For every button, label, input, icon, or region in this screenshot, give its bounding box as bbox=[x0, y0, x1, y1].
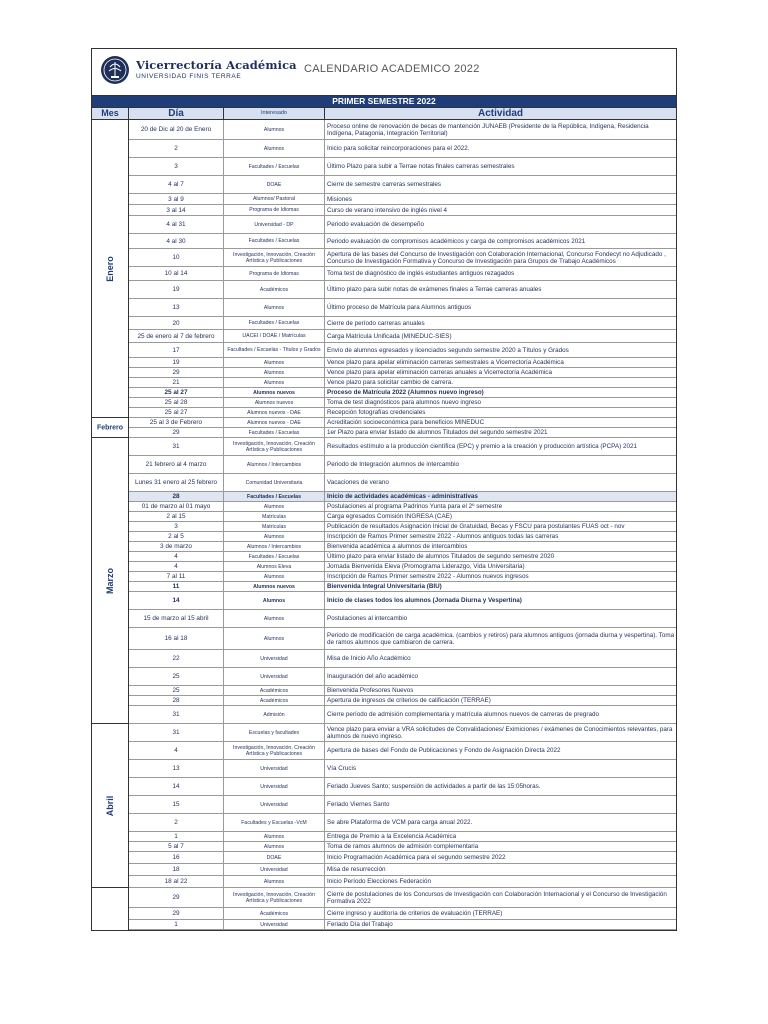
month-cell-next bbox=[92, 888, 128, 930]
university-seal-icon bbox=[100, 55, 130, 85]
day-cell: 15 de marzo al 15 abril bbox=[129, 610, 224, 627]
audience-cell: Alumnos bbox=[224, 876, 325, 887]
table-row bbox=[129, 532, 676, 542]
month-label: Abril bbox=[105, 795, 115, 816]
table-row bbox=[129, 592, 676, 610]
audience-cell: Alumnos bbox=[224, 832, 325, 841]
table-row bbox=[129, 842, 676, 852]
day-cell: 29 bbox=[129, 908, 224, 919]
audience-cell: Alumnos bbox=[224, 358, 325, 367]
activity-cell: Toma test de diagnóstico de inglés estudiantes antiguos rezagados bbox=[327, 270, 515, 277]
day-cell: 20 de Dic al 20 de Enero bbox=[129, 120, 224, 139]
table-row bbox=[129, 194, 676, 205]
day-cell: 5 al 7 bbox=[129, 842, 224, 851]
audience-cell: Universidad bbox=[224, 796, 325, 813]
table-row bbox=[129, 456, 676, 474]
table-row bbox=[129, 610, 676, 628]
brand-name: Vicerrectoría Académica bbox=[136, 58, 297, 72]
audience-cell: DOAE bbox=[224, 852, 325, 863]
activity-cell: Envío de alumnos egresados y licenciados segundo semestre 2020 a Títulos y Grados bbox=[327, 346, 569, 354]
activity-cell: Cierre de período carreras anuales bbox=[327, 319, 425, 327]
table-row bbox=[129, 267, 676, 281]
activity-cell: Periodo evaluación de compromisos académicos y carga de compromisos académicos 2021 bbox=[327, 237, 586, 245]
audience-cell: Alumnos bbox=[224, 502, 325, 511]
audience-cell: Alumnos / Intercambios bbox=[224, 456, 325, 473]
table-row bbox=[129, 628, 676, 650]
calendar-rows bbox=[129, 120, 676, 930]
table-row bbox=[129, 686, 676, 696]
audience-cell: Alumnos Eleva bbox=[224, 562, 325, 571]
day-cell: 28 bbox=[129, 696, 224, 705]
day-cell: 18 al 22 bbox=[129, 876, 224, 887]
activity-cell: Vacaciones de verano bbox=[327, 479, 389, 486]
day-cell: 3 al 14 bbox=[129, 205, 224, 215]
audience-cell: Alumnos bbox=[224, 368, 325, 377]
day-cell: 25 de enero al 7 de febrero bbox=[129, 330, 224, 342]
day-cell: 29 bbox=[129, 888, 224, 907]
activity-cell: 1er Plazo para enviar listado de alumnos Titulados del segundo semestre 2021 bbox=[327, 429, 548, 436]
audience-cell: Facultades / Escuelas bbox=[224, 492, 325, 501]
day-cell: 21 febrero al 4 marzo bbox=[129, 456, 224, 473]
activity-cell: Carga Matrícula Unificada (MINEDUC-SIES) bbox=[327, 332, 452, 340]
activity-cell: Cierre de semestre carreras semestrales bbox=[327, 181, 442, 188]
table-row bbox=[129, 832, 676, 842]
column-interesado: Interesado bbox=[224, 108, 325, 119]
activity-cell: Inicio Período Elecciones Federación bbox=[327, 878, 431, 885]
day-cell: Lunes 31 enero al 25 febrero bbox=[129, 474, 224, 491]
activity-cell: Proceso de Matrícula 2022 (Alumnos nuevo ingreso) bbox=[327, 389, 484, 396]
activity-cell: Toma de ramos alumnos de admisión complementaria bbox=[327, 843, 479, 850]
audience-cell: Alumnos bbox=[224, 140, 325, 157]
audience-cell: Alumnos bbox=[224, 572, 325, 581]
audience-cell: Alumnos bbox=[224, 299, 325, 316]
table-row bbox=[129, 330, 676, 343]
audience-cell: Alumnos bbox=[224, 378, 325, 387]
table-row bbox=[129, 281, 676, 299]
month-cell bbox=[92, 438, 128, 724]
audience-cell: Investigación, Innovación, Creación Artística y Publicaciones bbox=[224, 438, 325, 455]
day-cell: 7 al 11 bbox=[129, 572, 224, 581]
audience-cell: Investigación, Innovación, Creación Artística y Publicaciones bbox=[224, 742, 325, 759]
table-row bbox=[129, 696, 676, 706]
day-cell: 2 bbox=[129, 140, 224, 157]
audience-cell: Alumnos bbox=[224, 532, 325, 541]
audience-cell: UACEI / DOAE / Matrículas bbox=[224, 330, 325, 342]
activity-cell: Periodo evaluación de desempeño bbox=[327, 221, 424, 228]
table-row bbox=[129, 908, 676, 920]
audience-cell: Facultades y Escuelas -VcM bbox=[224, 814, 325, 831]
activity-cell: Bienvenida académica a alumnos de intercambios bbox=[327, 543, 468, 550]
audience-cell: Académicos bbox=[224, 686, 325, 695]
activity-cell: Resultados estímulo a la producción científica (EPC) y premio a la creación y producción artística (PCPA) 2021 bbox=[327, 443, 637, 450]
activity-cell: Bienvenida Integral Universitaria (BIU) bbox=[327, 583, 442, 590]
audience-cell: Alumnos nuevos bbox=[224, 388, 325, 397]
day-cell: 16 al 18 bbox=[129, 628, 224, 649]
brand bbox=[136, 58, 297, 80]
table-row bbox=[129, 562, 676, 572]
activity-cell: Inscripción de Ramos Primer semestre 2022 - Alumnos antiguos todas las carreras bbox=[327, 533, 559, 540]
table-row bbox=[129, 158, 676, 176]
day-cell: 17 bbox=[129, 343, 224, 357]
day-cell: 3 bbox=[129, 158, 224, 175]
activity-cell: Toma de test diagnósticos para alumnos nuevo ingreso bbox=[327, 399, 482, 406]
audience-cell: Investigación, Innovación, Creación Artística y Publicaciones bbox=[224, 888, 325, 907]
table-row bbox=[129, 668, 676, 686]
activity-cell: Apertura de bases del Fondo de Publicaciones y Fondo de Asignación Directa 2022 bbox=[327, 747, 561, 754]
audience-cell: Facultades / Escuelas bbox=[224, 552, 325, 561]
table-row bbox=[129, 299, 676, 317]
audience-cell: Alumnos nuevos bbox=[224, 398, 325, 407]
table-row bbox=[129, 760, 676, 778]
audience-cell: Matrículas bbox=[224, 512, 325, 521]
table-row bbox=[129, 650, 676, 668]
activity-cell: Vence plazo para apelar eliminación carreras semestrales a Vicerrectoría Académica bbox=[327, 359, 564, 366]
activity-cell: Inicio de clases todos los alumnos (Jornada Diurna y Vespertina) bbox=[327, 597, 522, 604]
table-row bbox=[129, 343, 676, 358]
activity-cell: Jornada Bienvenida Eleva (Promograma Liderazgo, Vida Universitaria) bbox=[327, 563, 525, 570]
table-row bbox=[129, 176, 676, 194]
day-cell: 16 bbox=[129, 852, 224, 863]
activity-cell: Periodo de Integración alumnos de intercambio bbox=[327, 461, 459, 468]
day-cell: 13 bbox=[129, 299, 224, 316]
activity-cell: Vence plazo para enviar a VRA solicitudes de Convalidaciones/ Eximiciones / exámenes de Conocimientos relevantes, para alumnos de nuevo ingreso. bbox=[327, 725, 673, 740]
column-dia: Día bbox=[129, 108, 224, 119]
activity-cell: Inicio de actividades académicas - administrativas bbox=[327, 493, 478, 500]
day-cell: 3 al 9 bbox=[129, 194, 224, 204]
activity-cell: Inscripción de Ramos Primer semestre 2022 - Alumnos nuevos ingresos bbox=[327, 573, 529, 580]
audience-cell: Alumnos nuevos - DAE bbox=[224, 408, 325, 417]
activity-cell: Misa de resurrección bbox=[327, 866, 386, 873]
table-row bbox=[129, 234, 676, 249]
table-row bbox=[129, 582, 676, 592]
activity-cell: Inauguración del año académico bbox=[327, 673, 419, 680]
table-row bbox=[129, 438, 676, 456]
audience-cell: Alumnos bbox=[224, 842, 325, 851]
activity-cell: Curso de verano intensivo de inglés nivel 4 bbox=[327, 206, 448, 214]
activity-cell: Último plazo para subir notas de exámenes finales a Terrae carreras anuales bbox=[327, 286, 542, 293]
audience-cell: Facultades / Escuelas bbox=[224, 317, 325, 329]
month-label: Febrero bbox=[96, 424, 124, 431]
month-cell bbox=[92, 418, 128, 438]
day-cell: 3 de marzo bbox=[129, 542, 224, 551]
activity-cell: Recepción fotografías credenciales bbox=[327, 409, 426, 416]
table-row bbox=[129, 378, 676, 388]
month-label: Marzo bbox=[105, 567, 115, 594]
table-row bbox=[129, 408, 676, 418]
table-row bbox=[129, 920, 676, 930]
activity-cell: Cierre de postulaciones de los Concursos de Investigación con Colaboración Internacional y el Concurso de Investigación Formativa 2022 bbox=[327, 890, 667, 905]
activity-cell: Vence plazo para apelar eliminación carreras anuales a Vicerrectoría Académica bbox=[327, 369, 552, 376]
table-row bbox=[129, 140, 676, 158]
audience-cell: Alumnos bbox=[224, 592, 325, 609]
activity-cell: Apertura de las bases del Concurso de Investigación con Colaboración Internacional, Concurso Fondecyt no Adjudicado , Concurso de Investigación Formativa y Concurso de Investigación para Grupos de Trabajo Académicos bbox=[327, 250, 666, 265]
activity-cell: Periodo de modificación de carga académica. (cambios y retiros) para alumnos antiguos (jornada diurna y vespertina). Toma de ramos alumnos que cambiaron de carrera. bbox=[327, 631, 675, 646]
audience-cell: Alumnos bbox=[224, 628, 325, 649]
table-row bbox=[129, 778, 676, 796]
audience-cell: Facultades / Escuelas bbox=[224, 428, 325, 437]
audience-cell: Universidad - DP bbox=[224, 216, 325, 233]
activity-cell: Último plazo para enviar listado de alumnos Titulados de segundo semestre 2020 bbox=[327, 553, 555, 560]
table-row bbox=[129, 368, 676, 378]
audience-cell: Alumnos bbox=[224, 610, 325, 627]
audience-cell: Alumnos nuevos - DAE bbox=[224, 418, 325, 427]
day-cell: 14 bbox=[129, 592, 224, 609]
table-row bbox=[129, 552, 676, 562]
day-cell: 2 al 15 bbox=[129, 512, 224, 521]
table-row bbox=[129, 205, 676, 216]
audience-cell: Académicos bbox=[224, 908, 325, 919]
day-cell: 31 bbox=[129, 706, 224, 723]
table-row bbox=[129, 317, 676, 330]
column-header bbox=[92, 107, 676, 120]
day-cell: 20 bbox=[129, 317, 224, 329]
day-cell: 10 bbox=[129, 249, 224, 266]
activity-cell: Vence plazo para solicitar cambio de carrera. bbox=[327, 379, 454, 386]
table-row bbox=[129, 742, 676, 760]
activity-cell: Último proceso de Matrícula para Alumnos antiguos bbox=[327, 304, 472, 311]
column-mes: Mes bbox=[92, 108, 129, 119]
activity-cell: Inicio Programación Académica para el segundo semestre 2022 bbox=[327, 854, 506, 861]
month-cell bbox=[92, 724, 128, 888]
column-actividad: Actividad bbox=[477, 108, 523, 119]
day-cell: 2 al 5 bbox=[129, 532, 224, 541]
audience-cell: Comunidad Universitaria bbox=[224, 474, 325, 491]
activity-cell: Se abre Plataforma de VCM para carga anual 2022. bbox=[327, 819, 473, 826]
table-row bbox=[129, 796, 676, 814]
day-cell: 25 al 27 bbox=[129, 388, 224, 397]
brand-subtitle: UNIVERSIDAD FINIS TERRAE bbox=[136, 73, 242, 80]
table-row bbox=[129, 249, 676, 267]
table-row bbox=[129, 888, 676, 908]
activity-cell: Feriado Viernes Santo bbox=[327, 801, 390, 808]
activity-cell: Apertura de ingresos de criterios de calificación (TERRAE) bbox=[327, 697, 491, 704]
table-row bbox=[129, 398, 676, 408]
audience-cell: Alumnos/ Pastoral bbox=[224, 194, 325, 204]
day-cell: 1 bbox=[129, 832, 224, 841]
activity-cell: Inicio para solicitar reincorporaciones para el 2022. bbox=[327, 145, 470, 152]
activity-cell: Entrega de Premio a la Excelencia Académica bbox=[327, 833, 457, 840]
day-cell: 4 bbox=[129, 552, 224, 561]
day-cell: 28 bbox=[129, 492, 224, 501]
table-row bbox=[129, 706, 676, 724]
table-row bbox=[129, 572, 676, 582]
table-row bbox=[129, 852, 676, 864]
activity-cell: Misiones bbox=[327, 195, 352, 203]
audience-cell: Universidad bbox=[224, 864, 325, 875]
semester-banner: PRIMER SEMESTRE 2022 bbox=[92, 96, 676, 107]
day-cell: 25 al 3 de Febrero bbox=[129, 418, 224, 427]
activity-cell: Vía Crucis bbox=[327, 765, 357, 772]
table-row bbox=[129, 388, 676, 398]
table-row bbox=[129, 864, 676, 876]
day-cell: 4 bbox=[129, 562, 224, 571]
day-cell: 14 bbox=[129, 778, 224, 795]
audience-cell: Universidad bbox=[224, 778, 325, 795]
activity-cell: Cierre ingreso y auditoría de criterios de evaluación (TERRAE) bbox=[327, 910, 503, 917]
audience-cell: Programa de Idiomas bbox=[224, 205, 325, 215]
table-row bbox=[129, 474, 676, 492]
audience-cell: Facultades / Escuelas - Títulos y Grados bbox=[224, 343, 325, 357]
audience-cell: Facultades / Escuelas bbox=[224, 234, 325, 248]
table-row bbox=[129, 492, 676, 502]
activity-cell: Feriado Día del Trabajo bbox=[327, 921, 393, 928]
calendar-sheet bbox=[91, 48, 677, 931]
audience-cell: Programa de Idiomas bbox=[224, 267, 325, 280]
audience-cell: Admisión bbox=[224, 706, 325, 723]
table-row bbox=[129, 418, 676, 428]
day-cell: 1 bbox=[129, 920, 224, 929]
day-cell: 19 bbox=[129, 358, 224, 367]
table-row bbox=[129, 876, 676, 888]
activity-cell: Bienvenida Profesores Nuevos bbox=[327, 687, 414, 694]
audience-cell: Matrículas bbox=[224, 522, 325, 531]
activity-cell: Feriado Jueves Santo; suspensión de actividades a partir de las 15:05horas. bbox=[327, 783, 541, 790]
day-cell: 4 bbox=[129, 742, 224, 759]
table-row bbox=[129, 428, 676, 438]
activity-cell: Misa de Inicio Año Académico bbox=[327, 655, 411, 662]
day-cell: 13 bbox=[129, 760, 224, 777]
activity-cell: Postulaciones al programa Padrinos Yunta para el 2º semestre bbox=[327, 503, 503, 510]
audience-cell: Alumnos nuevos bbox=[224, 582, 325, 591]
table-row bbox=[129, 542, 676, 552]
day-cell: 11 bbox=[129, 582, 224, 591]
activity-cell: Último Plazo para subir a Terrae notas finales carreras semestrales bbox=[327, 163, 515, 170]
day-cell: 18 bbox=[129, 864, 224, 875]
table-row bbox=[129, 502, 676, 512]
day-cell: 10 al 14 bbox=[129, 267, 224, 280]
table-row bbox=[129, 814, 676, 832]
page-title: CALENDARIO ACADEMICO 2022 bbox=[304, 63, 480, 75]
audience-cell: Escuelas y facultades bbox=[224, 724, 325, 741]
audience-cell: Facultades / Escuelas bbox=[224, 158, 325, 175]
audience-cell: DOAE bbox=[224, 176, 325, 193]
day-cell: 25 al 28 bbox=[129, 398, 224, 407]
day-cell: 3 bbox=[129, 522, 224, 531]
day-cell: 29 bbox=[129, 368, 224, 377]
day-cell: 25 bbox=[129, 668, 224, 685]
table-row bbox=[129, 522, 676, 532]
day-cell: 2 bbox=[129, 814, 224, 831]
day-cell: 21 bbox=[129, 378, 224, 387]
audience-cell: Alumnos / Intercambios bbox=[224, 542, 325, 551]
day-cell: 01 de marzo al 01 mayo bbox=[129, 502, 224, 511]
day-cell: 4 al 30 bbox=[129, 234, 224, 248]
day-cell: 4 al 7 bbox=[129, 176, 224, 193]
activity-cell: Carga egresados Comisión INGRESA (CAE) bbox=[327, 513, 452, 520]
activity-cell: Proceso online de renovación de becas de mantención JUNAEB (Presidente de la República, Indígena, Residencia Indígena, Patagonia, Integración Territorial) bbox=[327, 122, 649, 137]
audience-cell: Universidad bbox=[224, 650, 325, 667]
activity-cell: Acreditación socioeconómica para beneficios MINEDUC bbox=[327, 419, 485, 426]
audience-cell: Académicos bbox=[224, 281, 325, 298]
day-cell: 19 bbox=[129, 281, 224, 298]
calendar-body bbox=[92, 120, 676, 930]
day-cell: 4 al 31 bbox=[129, 216, 224, 233]
audience-cell: Universidad bbox=[224, 668, 325, 685]
day-cell: 25 al 27 bbox=[129, 408, 224, 417]
day-cell: 15 bbox=[129, 796, 224, 813]
header bbox=[92, 49, 676, 96]
audience-cell: Investigación, Innovación, Creación Artística y Publicaciones bbox=[224, 249, 325, 266]
table-row bbox=[129, 724, 676, 742]
month-column bbox=[92, 120, 129, 930]
day-cell: 22 bbox=[129, 650, 224, 667]
activity-cell: Postulaciones al intercambio bbox=[327, 615, 408, 622]
table-row bbox=[129, 216, 676, 234]
day-cell: 29 bbox=[129, 428, 224, 437]
audience-cell: Universidad bbox=[224, 920, 325, 929]
day-cell: 25 bbox=[129, 686, 224, 695]
audience-cell: Universidad bbox=[224, 760, 325, 777]
audience-cell: Académicos bbox=[224, 696, 325, 705]
activity-cell: Cierre período de admisión complementaria y matrícula alumnos nuevos de carreras de pregrado bbox=[327, 711, 599, 718]
audience-cell: Alumnos bbox=[224, 120, 325, 139]
day-cell: 31 bbox=[129, 724, 224, 741]
activity-cell: Publicación de resultados Asignación Inicial de Gratuidad, Becas y FSCU para postulantes FUAS oct - nov bbox=[327, 523, 625, 530]
table-row bbox=[129, 358, 676, 368]
month-cell bbox=[92, 120, 128, 418]
month-label: Enero bbox=[105, 255, 115, 282]
day-cell: 31 bbox=[129, 438, 224, 455]
table-row bbox=[129, 512, 676, 522]
table-row bbox=[129, 120, 676, 140]
